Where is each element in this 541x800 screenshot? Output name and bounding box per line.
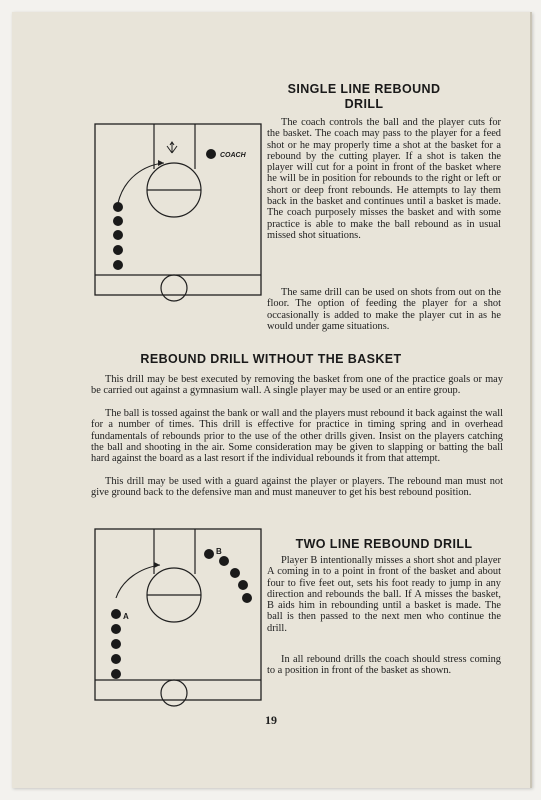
label-b: B xyxy=(216,547,222,556)
player-line-icon xyxy=(113,202,123,270)
b-player-line-icon xyxy=(204,549,252,603)
without-basket-paragraph-2: The ball is tossed against the bank or wall and the players must rebound it back against the wall for a number of times. This drill is effective for practice in timing spring and in overhead fundamentals of rebounds prior to the use of the other drills given. Insist on the players catching the ball and shooting in the air. Some consideration may be given to slapping or batting the ball hard against the board as a last resort if the individual rebounds it from that attempt. xyxy=(91,408,503,465)
single-line-paragraph-2: The same drill can be used on shots from out on the floor. The option of feeding the player for a shot occasionally is added to make the player cut in as he would under game situations. xyxy=(267,287,501,332)
coach-label: COACH xyxy=(220,152,246,159)
book-page xyxy=(12,12,532,788)
single-line-title-line1: SINGLE LINE REBOUND xyxy=(287,82,441,96)
two-line-paragraph-1: Player B intentionally misses a short shot and player A coming in to a point in front of the basket and about four to five feet out, sets his foot ready to jump in any direction and rebounds the ball. If A misses the basket, B aids him in rebounding until a basket is made. The ball is then passed to the next men who continue the drill. xyxy=(267,555,501,634)
single-line-paragraph-1: The coach controls the ball and the player cuts for the basket. The coach may pass to the player for a feed shot or he may properly time a shot at the basket for a rebound by the cutting player. If a shot is taken the player will cut for a point in front of the basket where he will be in position for rebounds to the right or left or short or deep front rebounds. He attempts to lay them back in the basket and continues until a basket is made. The coach purposely misses the basket and with some practice is able to make the ball rebound as in usual missed shot situations. xyxy=(267,117,501,241)
two-line-title: TWO LINE REBOUND DRILL xyxy=(295,537,473,551)
without-basket-paragraph-1: This drill may be best executed by removing the basket from one of the practice goals or may be carried out against a gymnasium wall. A single player may be used or an entire group. xyxy=(91,374,503,397)
two-line-drill-diagram xyxy=(94,528,264,710)
two-line-paragraph-2: In all rebound drills the coach should stress coming to a position in front of the basket as shown. xyxy=(267,654,501,677)
without-basket-title: REBOUND DRILL WITHOUT THE BASKET xyxy=(140,352,402,366)
single-line-title xyxy=(284,82,444,112)
single-line-title-line2: DRILL xyxy=(344,97,384,111)
coach-player-icon xyxy=(206,149,216,159)
rebound-arrows-icon xyxy=(167,142,177,153)
page-number: 19 xyxy=(265,713,277,727)
single-line-drill-diagram xyxy=(94,123,264,305)
a-player-line-icon xyxy=(111,609,121,679)
label-a: A xyxy=(123,612,129,621)
a-cut-path-line xyxy=(116,565,160,598)
without-basket-paragraph-3: This drill may be used with a guard against the player or players. The rebound man must not give ground back to the defensive man and must maneuver to get his best rebound position. xyxy=(91,476,503,499)
